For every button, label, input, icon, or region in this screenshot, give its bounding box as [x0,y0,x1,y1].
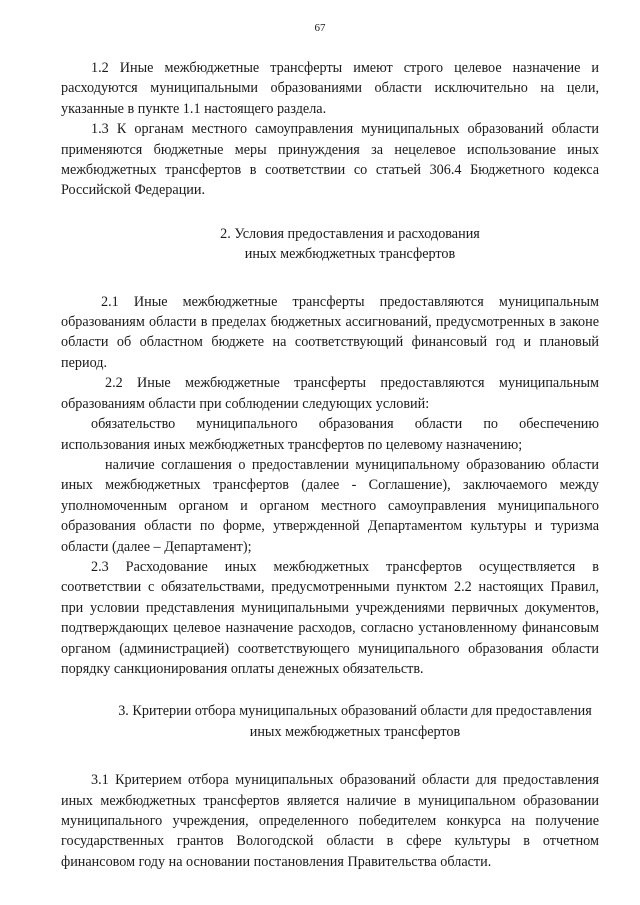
section-3-heading [61,701,599,742]
paragraph-3-1: 3.1 Критерием отбора муниципальных образований области для предоставления иных межбюджетных трансфертов является наличие в муниципальном образовании муниципального учреждения, определенного победителем конкурса на получение государственных грантов Вологодской области в сфере культуры в отчетном финансовом году на основании постановления Правительства области. [61,772,599,870]
section-2-heading [61,224,599,265]
condition-obligation: обязательство муниципального образования области по обеспечению использования иных межбюджетных трансфертов по целевому назначению; [61,416,599,453]
section-3-heading-text: 3. Критерии отбора муниципальных образований области для предоставления иных межбюджетных трансфертов [118,703,592,740]
paragraph-2-3: 2.3 Расходование иных межбюджетных трансфертов осуществляется в соответствии с обязательствами, предусмотренными пунктом 2.2 настоящих Правил, при условии представления муниципальными учреждениями первичных документов, подтверждающих целевое назначение расходов, согласно установленному финансовым органом (администрацией) соответствующего муниципального образования области порядку санкционирования оплаты денежных обязательств. [61,558,599,677]
paragraph-2-1: 2.1 Иные межбюджетные трансферты предоставляются муниципальным образованиям области в пределах бюджетных ассигнований, предусмотренных в законе области об областном бюджете на соответствующий финансовый год и плановый период. [61,293,599,371]
condition-agreement: наличие соглашения о предоставлении муниципальному образованию области иных межбюджетных трансфертов (далее - Соглашение), заключаемого между уполномоченным органом и органом местного самоуправления муниципального образования области по форме, утвержденной Департаментом культуры и туризма области (далее – Департамент); [61,456,599,555]
paragraph-1-3: 1.3 К органам местного самоуправления муниципальных образований области применяются бюджетные меры принуждения за нецелевое использование иных межбюджетных трансфертов в соответствии со статьей 306.4 Бюджетного кодекса Российской Федерации. [61,121,599,199]
document-body [61,58,599,872]
paragraph-1-2: 1.2 Иные межбюджетные трансферты имеют строго целевое назначение и расходуются муниципальными образованиями области исключительно на цели, указанные в пункте 1.1 настоящего раздела. [61,60,599,117]
section-2-heading-line2: иных межбюджетных трансфертов [244,246,456,263]
section-2-heading-line1: 2. Условия предоставления и расходования [220,225,480,242]
paragraph-2-2: 2.2 Иные межбюджетные трансферты предоставляются муниципальным образованиям области при соблюдении следующих условий: [61,375,599,412]
page-number: 67 [314,22,326,34]
